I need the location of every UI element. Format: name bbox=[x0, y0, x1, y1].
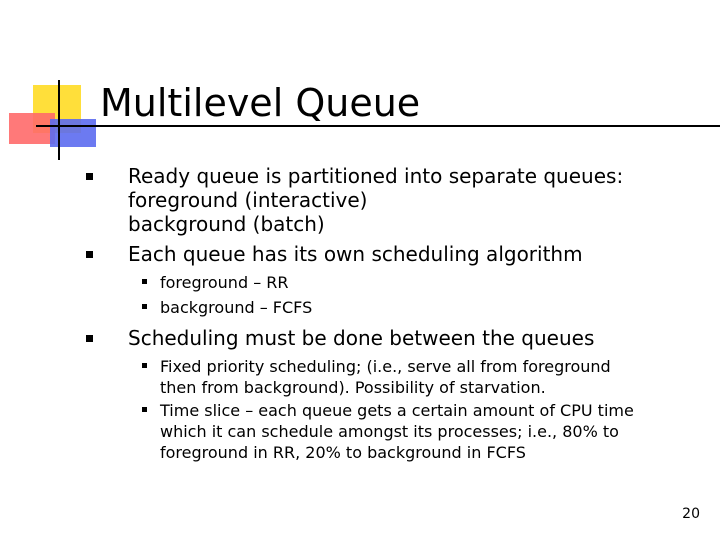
bullet-text: foreground (interactive) bbox=[128, 188, 368, 212]
sub-bullet-text: which it can schedule amongst its processes; i.e., 80% to bbox=[160, 422, 619, 441]
sub-bullet-foreground bbox=[86, 272, 706, 293]
sub-bullet-fixed-priority bbox=[86, 356, 706, 398]
bullet-text: Ready queue is partitioned into separate queues: bbox=[128, 164, 624, 188]
slide-title: Multilevel Queue bbox=[100, 81, 421, 125]
bullet-ready-queue bbox=[86, 164, 706, 236]
square-bullet-icon bbox=[86, 251, 93, 258]
bullet-scheduling-algorithm bbox=[86, 242, 706, 266]
square-bullet-icon bbox=[86, 335, 93, 342]
bullet-text: Each queue has its own scheduling algorithm bbox=[128, 242, 583, 266]
square-bullet-icon bbox=[86, 173, 93, 180]
sub-bullet-text: foreground in RR, 20% to background in FCFS bbox=[160, 443, 526, 462]
slide-body bbox=[86, 164, 706, 463]
square-bullet-icon bbox=[142, 279, 147, 284]
decor-red-square bbox=[9, 113, 55, 144]
square-bullet-icon bbox=[142, 363, 147, 368]
bullet-text: background (batch) bbox=[128, 212, 325, 236]
sub-bullet-text: background – FCFS bbox=[160, 298, 313, 317]
square-bullet-icon bbox=[142, 304, 147, 309]
decor-blue-square bbox=[50, 119, 96, 147]
page-number: 20 bbox=[682, 506, 700, 522]
sub-bullet-text: Time slice – each queue gets a certain amount of CPU time bbox=[160, 401, 634, 420]
sub-bullet-text: then from background). Possibility of starvation. bbox=[160, 378, 546, 397]
square-bullet-icon bbox=[142, 407, 147, 412]
sub-bullet-text: Fixed priority scheduling; (i.e., serve all from foreground bbox=[160, 357, 611, 376]
bullet-between-queues bbox=[86, 326, 706, 350]
sub-bullet-text: foreground – RR bbox=[160, 273, 289, 292]
sub-bullet-time-slice bbox=[86, 400, 706, 463]
bullet-text: Scheduling must be done between the queues bbox=[128, 326, 595, 350]
decor-vertical-line bbox=[58, 80, 60, 160]
sub-bullet-background bbox=[86, 297, 706, 318]
